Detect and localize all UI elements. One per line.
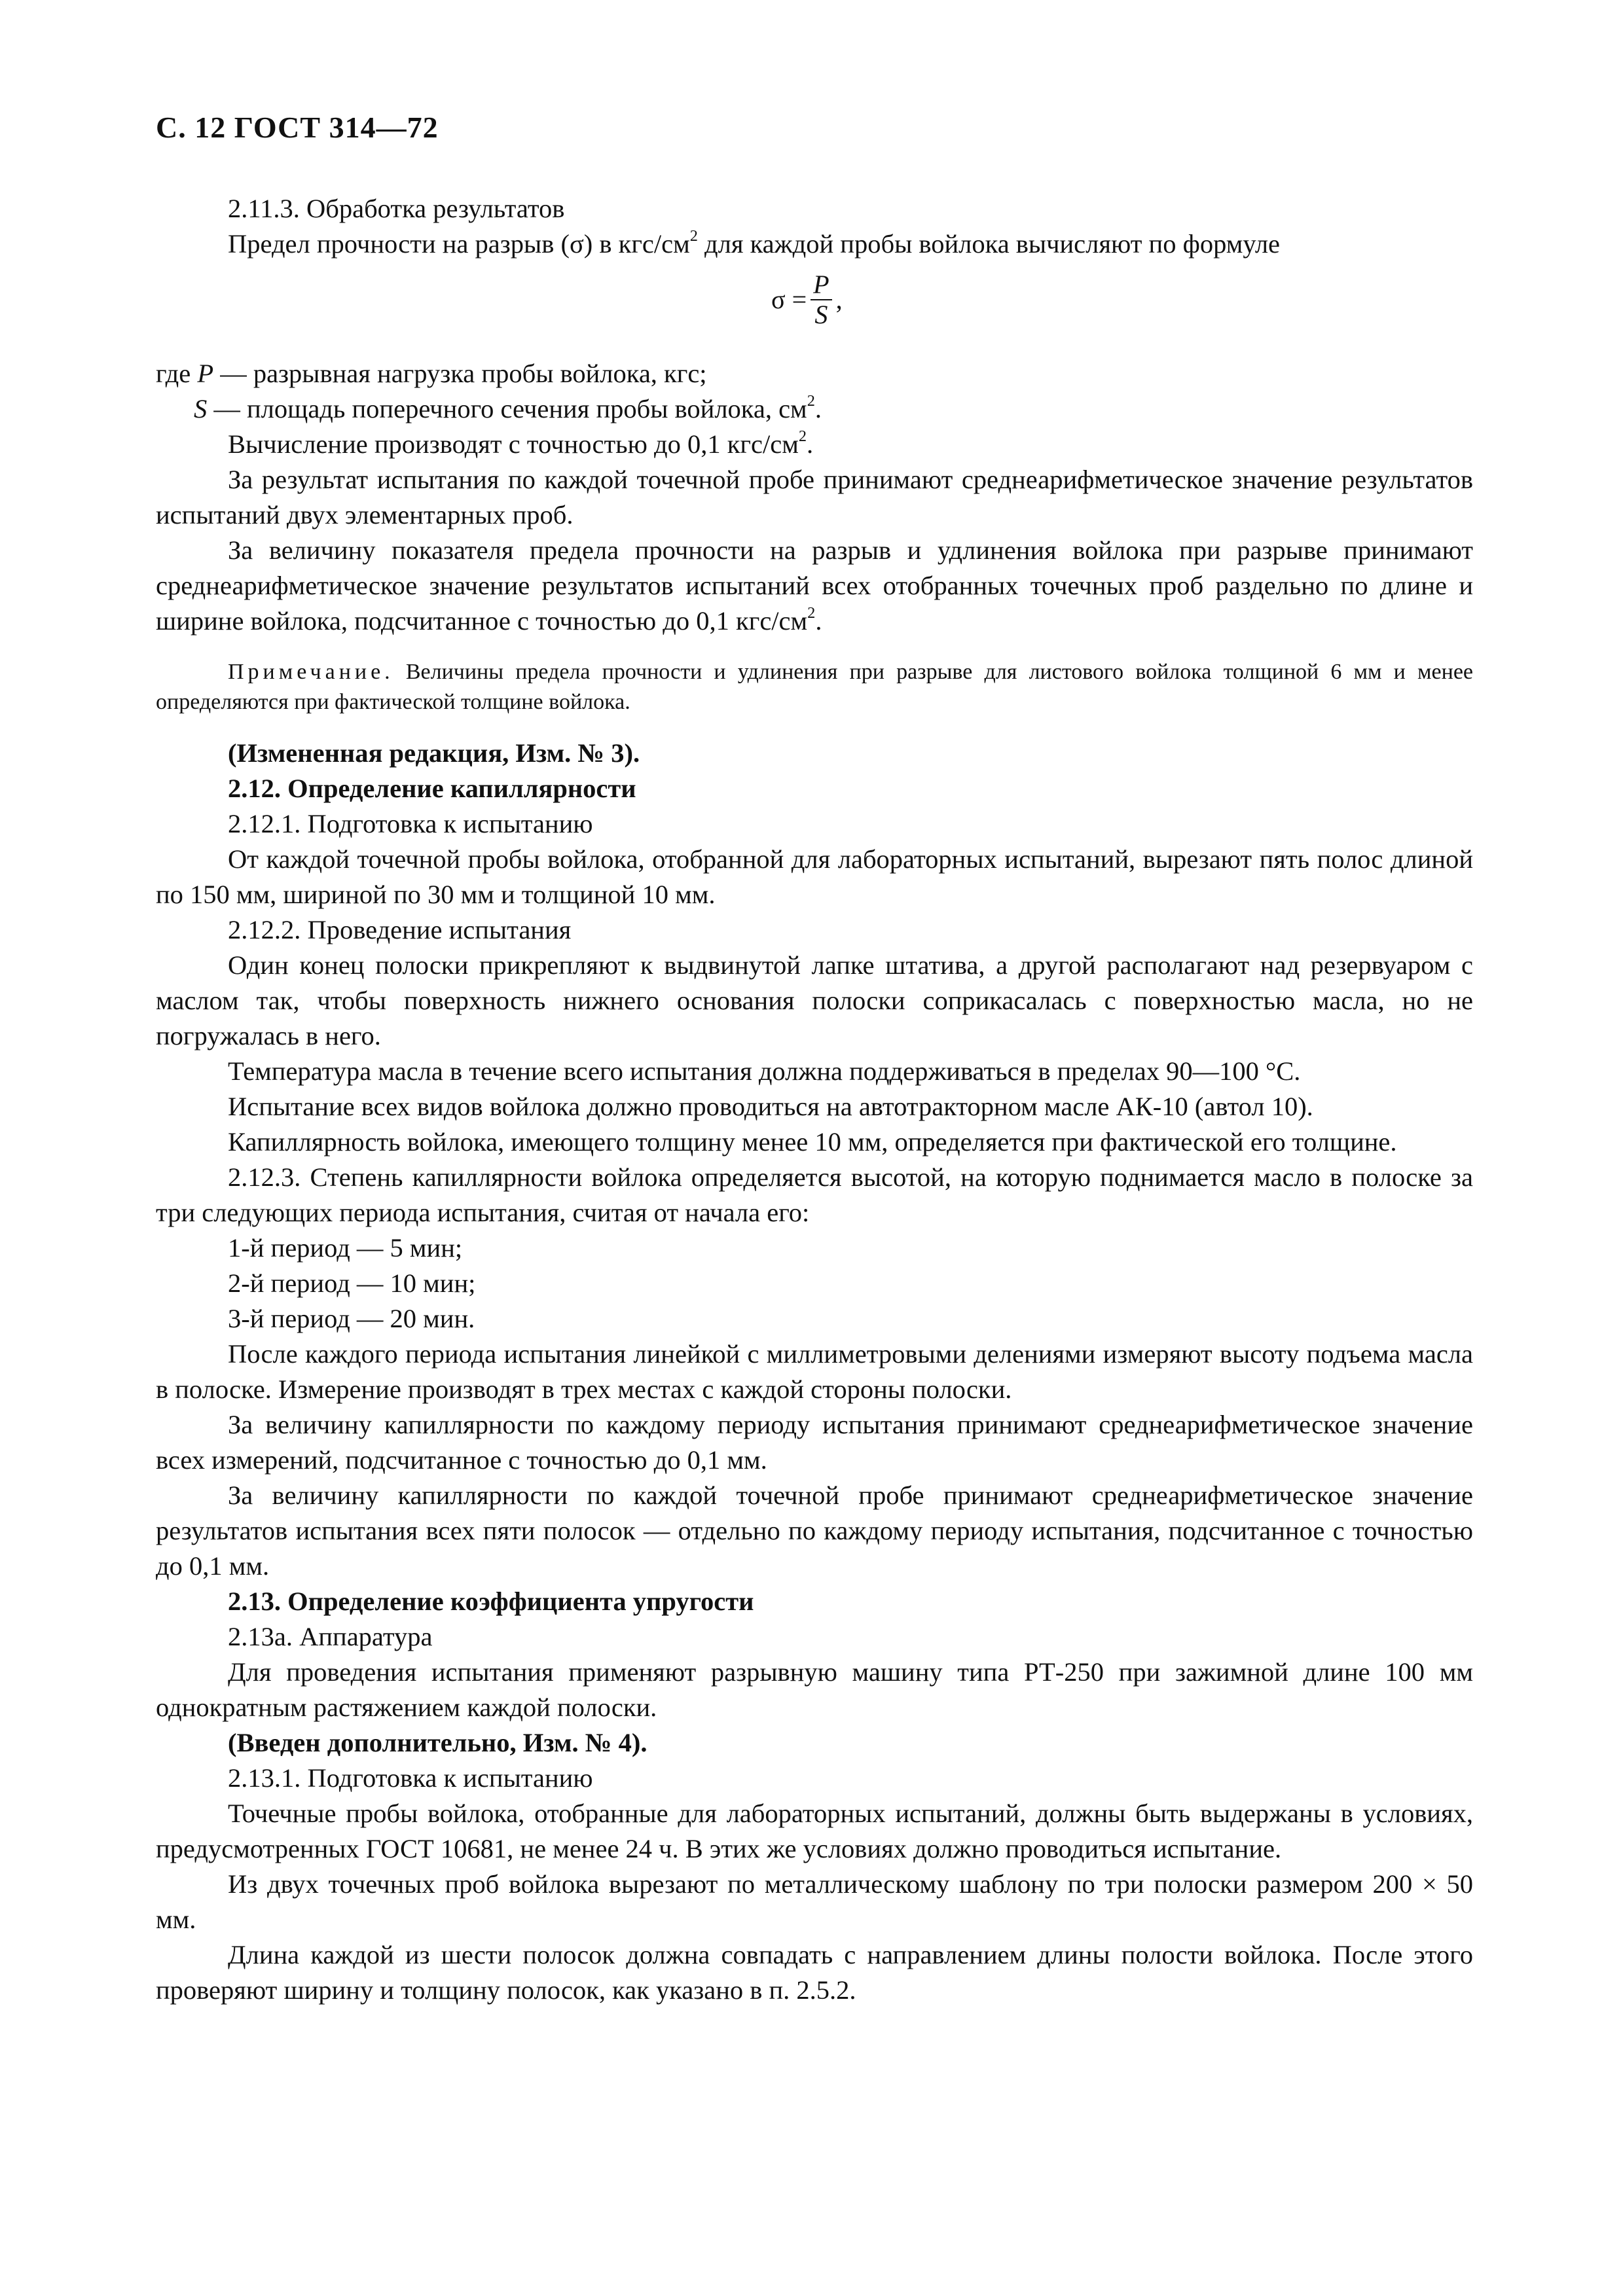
formula-fraction <box>811 270 831 329</box>
intro-superscript: 2 <box>689 226 698 245</box>
section-2-12-1-text: От каждой точечной пробы войлока, отобранной для лабораторных испытаний, вырезают пять полос длиной по 150 мм, шириной по 30 мм и толщиной 10 мм. <box>156 844 1473 909</box>
section-2-12-2-title: 2.12.2. Проведение испытания <box>228 915 572 944</box>
period-1: 1-й период — 5 мин; <box>228 1233 463 1263</box>
document-body <box>156 191 1473 2008</box>
amendment-3: (Измененная редакция, Изм. № 3). <box>228 738 640 768</box>
section-2-12-2-text-1: Один конец полоски прикрепляют к выдвинутой лапке штатива, а другой располагают над резервуаром с маслом так, чтобы поверхность нижнего основания полоски соприкасалась с поверхностью масла, но не погружалась в него. <box>156 950 1473 1050</box>
result-2-superscript: 2 <box>807 603 816 622</box>
section-2-13-title: 2.13. Определение коэффициента упругости <box>228 1587 754 1616</box>
section-2-13-1-text-3: Длина каждой из шести полосок должна совпадать с направлением длины полости войлока. После этого проверяют ширину и толщину полосок, как указано в п. 2.5.2. <box>156 1940 1473 2005</box>
note-label: Примечание. <box>228 660 394 684</box>
section-2-12-3-text: 2.12.3. Степень капиллярности войлока определяется высотой, на которую поднимается масло в полоске за три следующих периода испытания, считая от начала его: <box>156 1162 1473 1227</box>
where-s-superscript: 2 <box>807 391 815 410</box>
where-s-end: . <box>814 394 822 423</box>
section-2-12-1-title: 2.12.1. Подготовка к испытанию <box>228 809 593 838</box>
note-text: Величины предела прочности и удлинения при разрыве для листового войлока толщиной 6 мм и менее определяются при фактической толщине войлока. <box>156 660 1473 714</box>
note-paragraph <box>156 657 1473 717</box>
result-2-end: . <box>815 606 822 636</box>
amendment-4: (Введен дополнительно, Изм. № 4). <box>228 1728 647 1757</box>
where-s-line <box>156 391 1473 427</box>
intro-text-end: для каждой пробы войлока вычисляют по формуле <box>697 229 1281 259</box>
accuracy-end: . <box>807 429 814 459</box>
section-2-12-2-text-3: Испытание всех видов войлока должно проводиться на автотракторном масле АК-10 (автол 10). <box>228 1092 1313 1121</box>
formula-lhs: σ = <box>771 285 807 314</box>
section-2-13-1-text-2: Из двух точечных проб войлока вырезают по металлическому шаблону по три полоски размером 200 × 50 мм. <box>156 1869 1473 1934</box>
intro-text: Предел прочности на разрыв (σ) в кгс/см <box>228 229 690 259</box>
symbol-p: P <box>197 359 214 388</box>
formula-denominator: S <box>814 300 828 329</box>
section-2-12-2-text-2: Температура масла в течение всего испытания должна поддерживаться в пределах 90—100 °С. <box>228 1056 1301 1086</box>
accuracy-superscript: 2 <box>798 427 807 445</box>
section-2-12-2-text-4: Капиллярность войлока, имеющего толщину менее 10 мм, определяется при фактической его толщине. <box>228 1127 1397 1157</box>
section-2-13a-text: Для проведения испытания применяют разрывную машину типа РТ-250 при зажимной длине 100 мм однократным растяжением каждой полоски. <box>156 1657 1473 1722</box>
section-2-13a-title: 2.13а. Аппаратура <box>228 1622 433 1651</box>
result-paragraph-2 <box>156 533 1473 639</box>
where-p-text: — разрывная нагрузка пробы войлока, кгс; <box>213 359 707 388</box>
section-2-13-1-text-1: Точечные пробы войлока, отобранные для лабораторных испытаний, должны быть выдержаны в условиях, предусмотренных ГОСТ 10681, не менее 24 ч. В этих же условиях должно проводиться испытание. <box>156 1799 1473 1863</box>
capillarity-period-paragraph: За величину капиллярности по каждому периоду испытания принимают среднеарифметическое значение всех измерений, подсчитанное с точностью до 0,1 мм. <box>156 1410 1473 1475</box>
where-s-text: — площадь поперечного сечения пробы войлока, см <box>207 394 807 423</box>
page-header: С. 12 ГОСТ 314—72 <box>156 111 439 144</box>
symbol-s: S <box>194 394 208 423</box>
result-2-text: За величину показателя предела прочности на разрыв и удлинения войлока при разрыве принимают среднеарифметическое значение результатов испытаний всех отобранных точечных проб раздельно по длине и ширине войлока, подсчитанное с точностью до 0,1 кгс/см <box>156 535 1473 636</box>
section-2-11-3-title: 2.11.3. Обработка результатов <box>228 194 565 223</box>
formula-numerator: P <box>811 270 831 300</box>
where-prefix: где <box>156 359 198 388</box>
accuracy-paragraph <box>156 427 1473 462</box>
accuracy-text: Вычисление производят с точностью до 0,1 кгс/см <box>228 429 799 459</box>
section-2-11-3-intro <box>156 226 1473 262</box>
capillarity-sample-paragraph: За величину капиллярности по каждой точечной пробе принимают среднеарифметическое значение результатов испытания всех пяти полосок — отдельно по каждому периоду испытания, подсчитанное с точностью до 0,1 мм. <box>156 1480 1473 1581</box>
period-3: 3-й период — 20 мин. <box>228 1304 475 1333</box>
section-2-13-1-title: 2.13.1. Подготовка к испытанию <box>228 1763 593 1793</box>
strength-formula <box>156 262 1473 338</box>
period-2: 2-й период — 10 мин; <box>228 1268 476 1298</box>
formula-tail: , <box>835 285 843 314</box>
result-paragraph-1: За результат испытания по каждой точечной пробе принимают среднеарифметическое значение результатов испытаний двух элементарных проб. <box>156 465 1473 529</box>
section-2-12-title: 2.12. Определение капиллярности <box>228 774 636 803</box>
where-p-line <box>156 356 1473 391</box>
measurement-paragraph: После каждого периода испытания линейкой с миллиметровыми делениями измеряют высоту подъема масла в полоске. Измерение производят в трех местах с каждой стороны полоски. <box>156 1339 1473 1404</box>
